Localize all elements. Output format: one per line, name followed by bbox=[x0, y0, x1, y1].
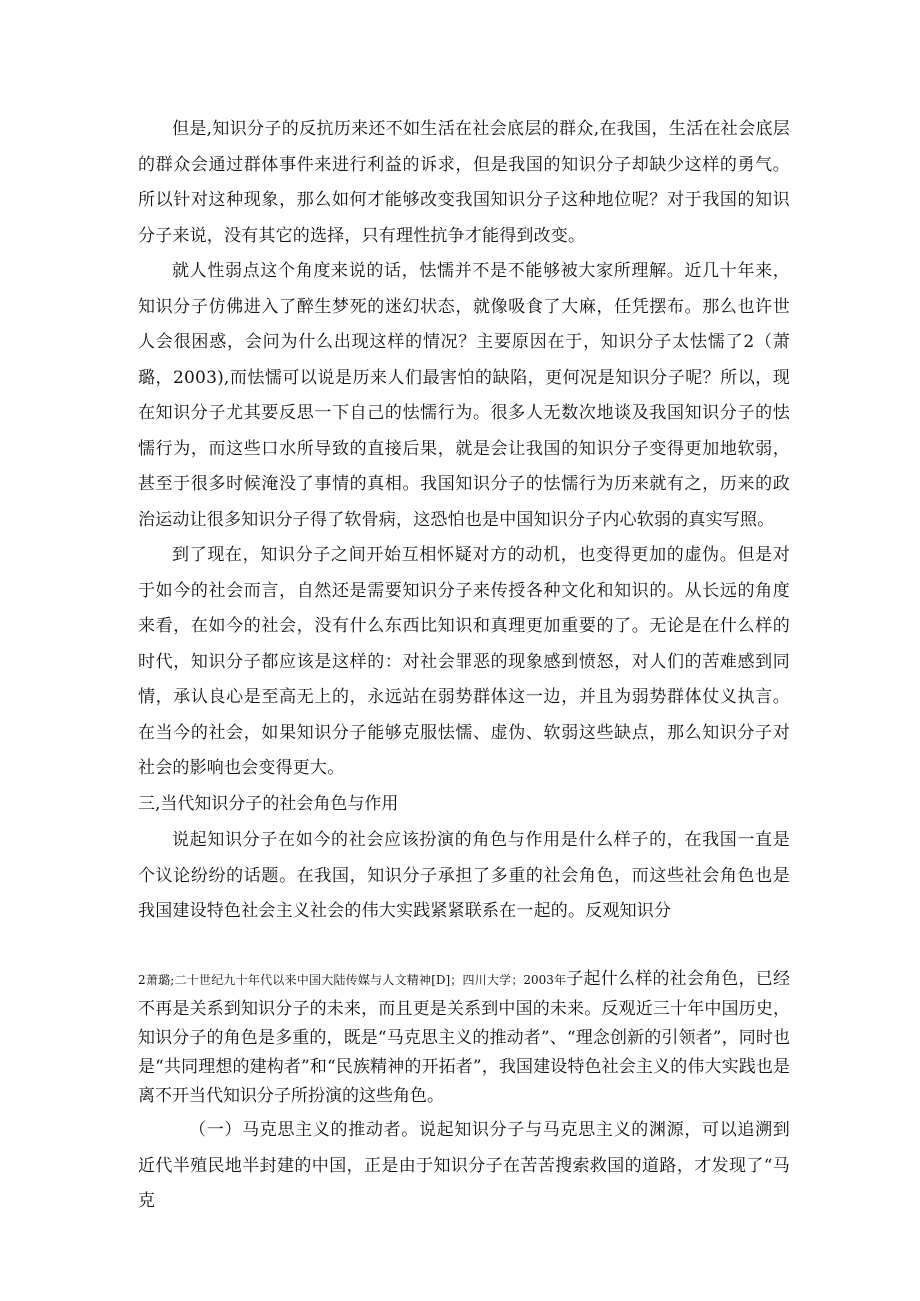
footnote-reference: 2萧璐;二十世纪九十年代以来中国大陆传媒与人文精神[D]；四川大学；2003年 bbox=[138, 973, 567, 987]
paragraph-marxism-promoter: （一）马克思主义的推动者。说起知识分子与马克思主义的渊源，可以追溯到近代半殖民地半封建的中国，正是由于知识分子在苦苦搜索救国的道路，才发现了“马克 bbox=[138, 1120, 790, 1211]
paragraph-hypocrisy: 到了现在，知识分子之间开始互相怀疑对方的动机，也变得更加的虚伪。但是对于如今的社会而言，自然还是需要知识分子来传授各种文化和知识的。从长远的角度来看，在如今的社会，没有什么东西比知识和真理更加重要的了。无论是在什么样的时代，知识分子都应该是这样的：对社会罪恶的现象感到愤怒，对人们的苦难感到同情，承认良心是至高无上的，永远站在弱势群体这一边，并且为弱势群体仗义执言。在当今的社会，如果知识分子能够克服怯懦、虚伪、软弱这些缺点，那么知识分子对社会的影响也会变得更大。 bbox=[138, 545, 790, 778]
paragraph-resistance: 但是,知识分子的反抗历来还不如生活在社会底层的群众,在我国，生活在社会底层的群众会通过群体事件来进行利益的诉求，但是我国的知识分子却缺少这样的勇气。所以针对这种现象，那么如何才能够改变我国知识分子这种地位呢？对于我国的知识分子来说，没有其它的选择，只有理性抗争才能得到改变。 bbox=[138, 119, 790, 246]
footnote-continuation-text: 子起什么样的社会角色，已经不再是关系到知识分子的未来，而且更是关系到中国的未来。反观近三十年中国历史，知识分子的角色是多重的，既是“马克思主义的推动者”、“理念创新的引领者”，同时也是“共同理想的建构者”和“民族精神的开拓者”，我国建设特色社会主义的伟大实践也是离不开当代知识分子所扮演的这些角色。 bbox=[138, 969, 790, 1106]
section-heading: 三,当代知识分子的社会角色与作用 bbox=[138, 794, 399, 814]
footnote-block bbox=[138, 965, 790, 1111]
paragraph-social-role: 说起知识分子在如今的社会应该扮演的角色与作用是什么样子的，在我国一直是个议论纷纷的话题。在我国，知识分子承担了多重的社会角色，而这些社会角色也是我国建设特色社会主义社会的伟大实践紧紧联系在一起的。反观知识分 bbox=[138, 830, 790, 921]
paragraph-cowardice: 就人性弱点这个角度来说的话，怯懦并不是不能够被大家所理解。近几十年来，知识分子仿佛进入了醉生梦死的迷幻状态，就像吸食了大麻，任凭摆布。那么也许世人会很困惑，会问为什么出现这样的情况？主要原因在于，知识分子太怯懦了2（萧璐，2003),而怯懦可以说是历来人们最害怕的缺陷，更何况是知识分子呢？所以，现在知识分子尤其要反思一下自己的怯懦行为。很多人无数次地谈及我国知识分子的怯懦行为，而这些口水所导致的直接后果，就是会让我国的知识分子变得更加地软弱，甚至于很多时候淹没了事情的真相。我国知识分子的怯懦行为历来就有之，历来的政治运动让很多知识分子得了软骨病，这恐怕也是中国知识分子内心软弱的真实写照。 bbox=[138, 261, 790, 530]
